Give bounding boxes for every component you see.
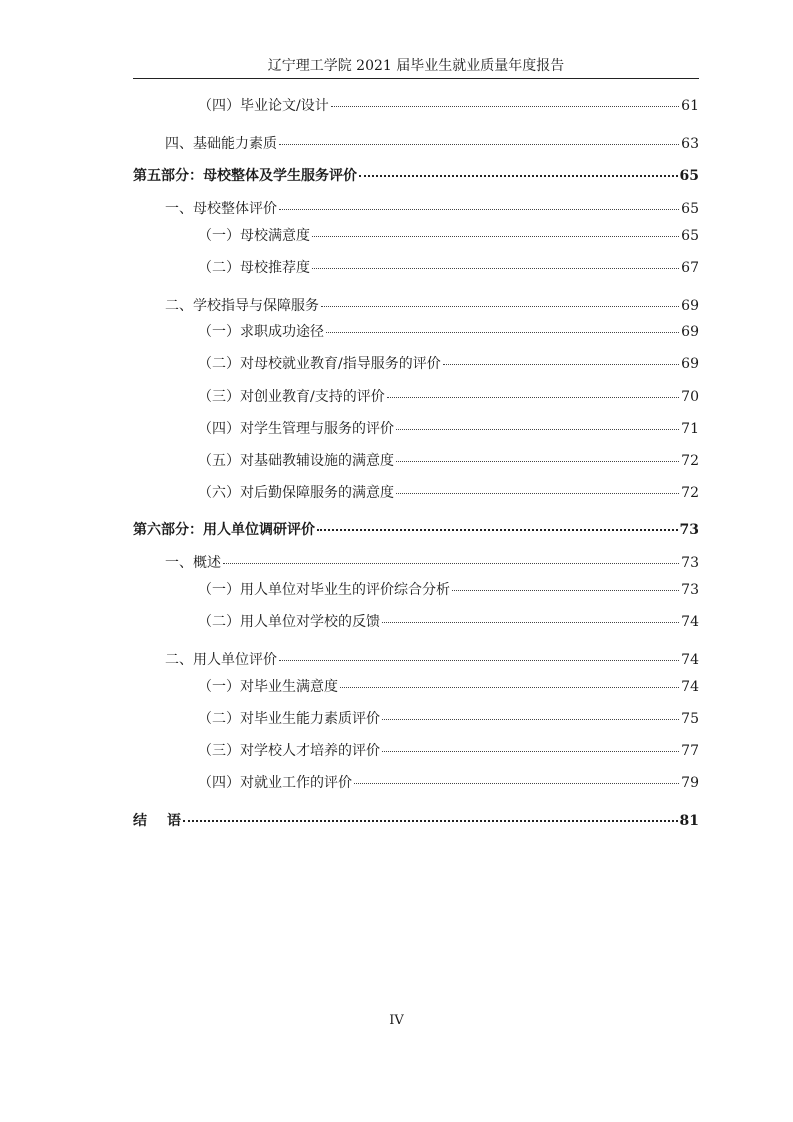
toc-entry-page: 65 bbox=[681, 201, 699, 217]
toc-entry[interactable] bbox=[165, 296, 699, 316]
toc-entry-label: 二、用人单位评价 bbox=[165, 652, 277, 668]
dot-leader bbox=[331, 106, 679, 107]
toc-entry[interactable] bbox=[198, 741, 699, 761]
dot-leader bbox=[326, 332, 679, 333]
toc-entry-page: 74 bbox=[681, 679, 699, 695]
dot-leader bbox=[354, 783, 679, 784]
dot-leader bbox=[340, 687, 679, 688]
toc-entry-label: （二）对母校就业教育/指导服务的评价 bbox=[198, 356, 441, 372]
dot-leader bbox=[321, 306, 679, 307]
toc-entry-page: 72 bbox=[681, 453, 699, 469]
toc-entry[interactable] bbox=[198, 451, 699, 471]
toc-entry-label: （一）对毕业生满意度 bbox=[198, 679, 338, 695]
toc-entry[interactable] bbox=[198, 677, 699, 697]
toc-entry-label: （一）母校满意度 bbox=[198, 228, 310, 244]
toc-entry-label: （二）用人单位对学校的反馈 bbox=[198, 614, 380, 630]
toc-entry[interactable] bbox=[198, 419, 699, 439]
dot-leader bbox=[312, 268, 679, 269]
toc-entry[interactable] bbox=[165, 650, 699, 670]
toc-entry[interactable] bbox=[165, 553, 699, 573]
toc-section-heading[interactable] bbox=[133, 520, 699, 540]
toc-entry-page: 73 bbox=[681, 555, 699, 571]
toc-entry-page: 73 bbox=[679, 522, 699, 538]
toc-entry[interactable] bbox=[198, 483, 699, 503]
toc-entry-page: 69 bbox=[681, 298, 699, 314]
dot-leader bbox=[382, 622, 679, 623]
toc-entry-label: 一、概述 bbox=[165, 555, 221, 571]
toc-entry-label: 一、母校整体评价 bbox=[165, 201, 277, 217]
dot-leader bbox=[359, 175, 678, 177]
dot-leader bbox=[452, 590, 679, 591]
toc-entry-page: 74 bbox=[681, 652, 699, 668]
toc-entry[interactable] bbox=[198, 387, 699, 407]
dot-leader bbox=[279, 209, 679, 210]
toc-entry[interactable] bbox=[198, 612, 699, 632]
dot-leader bbox=[223, 563, 679, 564]
toc-entry-label: 第六部分：用人单位调研评价 bbox=[133, 522, 315, 538]
toc-entry-page: 77 bbox=[681, 743, 699, 759]
toc-entry-label: （四）对学生管理与服务的评价 bbox=[198, 421, 394, 437]
toc-entry-label: （四）毕业论文/设计 bbox=[198, 98, 329, 114]
toc-entry-label: （四）对就业工作的评价 bbox=[198, 775, 352, 791]
dot-leader bbox=[396, 461, 679, 462]
toc-entry-page: 73 bbox=[681, 582, 699, 598]
toc-entry-label: （三）对学校人才培养的评价 bbox=[198, 743, 380, 759]
running-header: 辽宁理工学院 2021 届毕业生就业质量年度报告 bbox=[267, 58, 565, 74]
toc-entry-label: （二）母校推荐度 bbox=[198, 260, 310, 276]
toc-entry-label: （一）求职成功途径 bbox=[198, 324, 324, 340]
toc-entry-page: 69 bbox=[681, 356, 699, 372]
toc-entry-label: （三）对创业教育/支持的评价 bbox=[198, 389, 385, 405]
toc-entry-page: 61 bbox=[681, 98, 699, 114]
conclusion-char-2: 语 bbox=[167, 813, 181, 829]
dot-leader bbox=[396, 429, 679, 430]
toc-entry-page: 79 bbox=[681, 775, 699, 791]
toc-entry-page: 71 bbox=[681, 421, 699, 437]
toc-entry-label bbox=[133, 811, 181, 831]
toc-entry-label: （五）对基础教辅设施的满意度 bbox=[198, 453, 394, 469]
dot-leader bbox=[312, 236, 679, 237]
toc-entry-label: （六）对后勤保障服务的满意度 bbox=[198, 485, 394, 501]
toc-entry-page: 65 bbox=[681, 228, 699, 244]
dot-leader bbox=[279, 660, 679, 661]
dot-leader bbox=[443, 364, 679, 365]
toc-entry-label: 第五部分：母校整体及学生服务评价 bbox=[133, 168, 357, 184]
toc-entry-label: （二）对毕业生能力素质评价 bbox=[198, 711, 380, 727]
toc-section-heading[interactable] bbox=[133, 166, 699, 186]
dot-leader bbox=[382, 719, 679, 720]
toc-entry[interactable] bbox=[198, 709, 699, 729]
conclusion-char-1: 结 bbox=[133, 813, 147, 829]
toc-entry-page: 75 bbox=[681, 711, 699, 727]
toc-entry-label: 四、基础能力素质 bbox=[165, 136, 277, 152]
toc-entry-page: 70 bbox=[681, 389, 699, 405]
dot-leader bbox=[387, 397, 679, 398]
toc-entry-label: 二、学校指导与保障服务 bbox=[165, 298, 319, 314]
toc-entry[interactable] bbox=[198, 258, 699, 278]
toc-entry-page: 65 bbox=[679, 168, 699, 184]
toc-entry[interactable] bbox=[165, 134, 699, 154]
toc-entry-label: （一）用人单位对毕业生的评价综合分析 bbox=[198, 582, 450, 598]
toc-entry-page: 63 bbox=[681, 136, 699, 152]
dot-leader bbox=[183, 820, 678, 822]
toc-entry[interactable] bbox=[198, 96, 699, 116]
dot-leader bbox=[279, 144, 679, 145]
toc-entry-page: 67 bbox=[681, 260, 699, 276]
toc-entry-page: 72 bbox=[681, 485, 699, 501]
dot-leader bbox=[382, 751, 679, 752]
toc-conclusion[interactable] bbox=[133, 811, 699, 831]
toc-entry[interactable] bbox=[198, 322, 699, 342]
toc-entry[interactable] bbox=[198, 226, 699, 246]
toc-entry-page: 81 bbox=[679, 813, 699, 829]
header-rule bbox=[133, 78, 699, 79]
toc-entry-page: 69 bbox=[681, 324, 699, 340]
dot-leader bbox=[396, 493, 679, 494]
toc-entry[interactable] bbox=[198, 580, 699, 600]
toc-entry[interactable] bbox=[198, 354, 699, 374]
page-number: IV bbox=[389, 1013, 404, 1028]
toc-entry-page: 74 bbox=[681, 614, 699, 630]
dot-leader bbox=[317, 529, 678, 531]
toc-entry[interactable] bbox=[165, 199, 699, 219]
toc-entry[interactable] bbox=[198, 773, 699, 793]
